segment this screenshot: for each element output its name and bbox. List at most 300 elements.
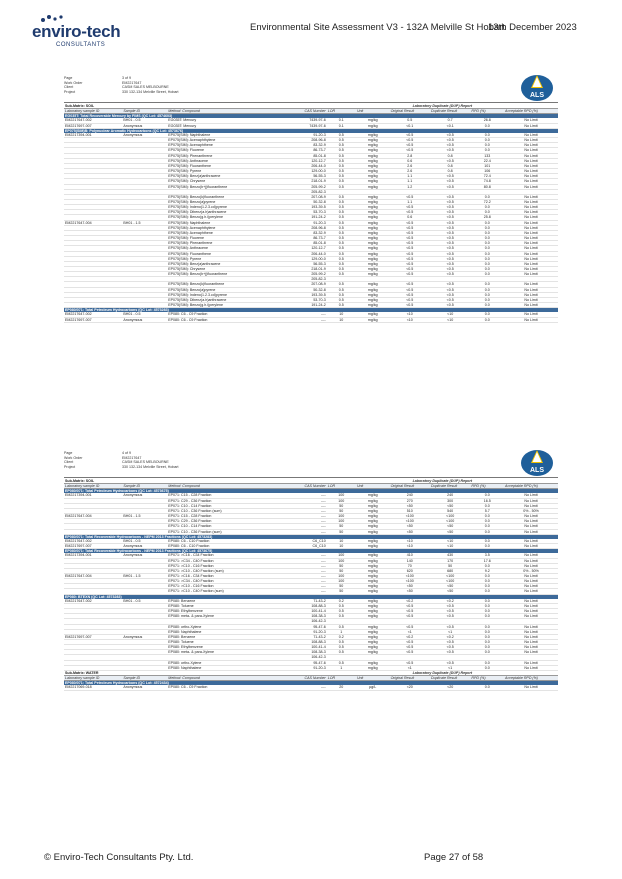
logo-subtext: CONSULTANTS <box>56 42 106 48</box>
table-cell: EP075(SIM): Benzo(a)pyrene <box>167 199 288 204</box>
table-cell: 0.0 <box>470 624 504 629</box>
column-header: Acceptable RPD (%) <box>504 109 558 114</box>
table-cell: 0.5 <box>327 220 356 225</box>
table-cell: 0.8 <box>430 153 470 158</box>
table-cell: EP075(SIM): Dibenz(a.h)anthracene <box>167 210 288 215</box>
table-cell: 0.0 <box>470 317 504 322</box>
column-header: RPD (%) <box>470 109 504 114</box>
table-cell: <50 <box>430 589 470 594</box>
table-cell: 0.5 <box>327 169 356 174</box>
table-cell: No Limit <box>504 614 558 619</box>
table-cell: No Limit <box>504 138 558 143</box>
table-cell: 0.0 <box>470 589 504 594</box>
table-cell: EP075(SIM): Fluoranthene <box>167 251 288 256</box>
table-cell: No Limit <box>504 292 558 297</box>
table-cell: 86-73-7 <box>289 236 327 241</box>
table-cell: No Limit <box>504 539 558 544</box>
table-cell: 0.0 <box>470 524 504 529</box>
table-cell: 16.5 <box>470 498 504 503</box>
table-cell: 170 <box>430 558 470 563</box>
table-cell: 0.0 <box>470 529 504 534</box>
dup-report-label: Laboratory Duplicate (DUP) Report <box>327 104 558 109</box>
table-cell: EM2217394-001 <box>64 493 122 498</box>
table-cell: mg/kg <box>356 205 390 210</box>
table-cell: <0.5 <box>390 640 430 645</box>
table-cell: <0.5 <box>390 297 430 302</box>
table-cell: 106-42-3 <box>289 619 327 624</box>
table-cell: <0.5 <box>390 261 430 266</box>
table-cell: No Limit <box>504 282 558 287</box>
table-cell: No Limit <box>504 584 558 589</box>
column-header: Method: Compound <box>167 676 288 681</box>
table-cell: <0.5 <box>430 292 470 297</box>
table-cell: 0.0 <box>470 645 504 650</box>
table-cell: 83-32-9 <box>289 143 327 148</box>
table-cell: mg/kg <box>356 609 390 614</box>
table-cell: <0.5 <box>430 230 470 235</box>
table-cell: <0.5 <box>390 614 430 619</box>
column-header: Acceptable RPD (%) <box>504 676 558 681</box>
table-cell: 80.8 <box>470 184 504 189</box>
table-cell: <10 <box>390 312 430 317</box>
table-cell: EP071: C10 - C14 Fraction <box>167 503 288 508</box>
table-cell: 193-39-5 <box>289 205 327 210</box>
table-cell: No Limit <box>504 573 558 578</box>
table-cell: EP080: C6 - C9 Fraction <box>167 685 288 690</box>
table-cell: 0.0 <box>470 123 504 128</box>
table-cell: ---- <box>289 558 327 563</box>
table-cell: 100 <box>327 498 356 503</box>
table-cell: mg/kg <box>356 519 390 524</box>
table-cell: 0.5 <box>327 163 356 168</box>
table-cell: <100 <box>390 573 430 578</box>
table-cell: <0.5 <box>430 133 470 138</box>
table-cell: <0.2 <box>430 599 470 604</box>
footer-page-number: Page 27 of 58 <box>424 852 484 863</box>
table-cell: 0.0 <box>470 665 504 670</box>
table-cell: <0.5 <box>390 143 430 148</box>
qc-group-title: EP080/071: Total Recoverable Hydrocarbons - NEPM 2013 Fractions (QC Lot: 4573283) <box>64 534 558 539</box>
table-cell: BH01 - 1.5 <box>122 220 167 225</box>
duplicate-report-table <box>64 104 558 323</box>
table-cell: ---- <box>289 529 327 534</box>
table-cell: 71-43-2 <box>289 634 327 639</box>
table-cell: 0.0 <box>470 493 504 498</box>
column-header: Sample ID <box>122 109 167 114</box>
table-cell: No Limit <box>504 133 558 138</box>
column-header: LOR <box>327 676 356 681</box>
table-cell: BH01 - 0.5 <box>122 599 167 604</box>
table-cell: 0.6 <box>390 158 430 163</box>
table-cell: <20 <box>390 685 430 690</box>
table-cell: No Limit <box>504 553 558 558</box>
table-cell: mg/kg <box>356 303 390 308</box>
table-cell: 1.1 <box>390 199 430 204</box>
table-cell: EP071: >C16 - C34 Fraction <box>167 573 288 578</box>
table-cell: 2.8 <box>390 153 430 158</box>
table-cell: EP071: C15 - C28 Fraction <box>167 493 288 498</box>
table-cell: EP080: meta- & para-Xylene <box>167 614 288 619</box>
table-cell: 108-38-3 <box>289 614 327 619</box>
table-cell: 91-20-3 <box>289 133 327 138</box>
table-cell: <10 <box>430 544 470 549</box>
table-cell: <0.5 <box>430 614 470 619</box>
table-cell: mg/kg <box>356 118 390 123</box>
report-meta <box>64 449 558 475</box>
table-cell: 0.5 <box>327 603 356 608</box>
table-cell: Anonymous <box>122 634 167 639</box>
table-cell: Anonymous <box>122 317 167 322</box>
table-cell: 270 <box>390 498 430 503</box>
table-cell: <0.5 <box>390 148 430 153</box>
table-cell: <10 <box>390 539 430 544</box>
column-header: LOR <box>327 484 356 489</box>
company-logo <box>32 14 142 50</box>
table-cell: 208-96-8 <box>289 138 327 143</box>
table-cell: No Limit <box>504 303 558 308</box>
table-cell: mg/kg <box>356 138 390 143</box>
table-cell: No Limit <box>504 503 558 508</box>
table-cell: No Limit <box>504 230 558 235</box>
lab-report-page-4 <box>64 449 558 691</box>
table-cell: No Limit <box>504 199 558 204</box>
column-header: Method: Compound <box>167 484 288 489</box>
table-cell: 0.5 <box>327 133 356 138</box>
table-cell: 205-99-2 <box>289 184 327 189</box>
table-cell: 0.5 <box>327 645 356 650</box>
table-cell: No Limit <box>504 123 558 128</box>
table-cell: 0.0 <box>470 148 504 153</box>
table-cell: EP075(SIM): Indeno(1.2.3.cd)pyrene <box>167 205 288 210</box>
table-cell: 0.0 <box>470 292 504 297</box>
table-cell: EP080: C6 - C9 Fraction <box>167 312 288 317</box>
table-cell: 100 <box>327 558 356 563</box>
table-cell: <100 <box>390 519 430 524</box>
table-cell: No Limit <box>504 215 558 220</box>
table-cell: mg/kg <box>356 153 390 158</box>
table-cell: <0.5 <box>390 609 430 614</box>
table-cell: <1 <box>390 629 430 634</box>
table-cell: 510 <box>390 508 430 513</box>
table-cell: mg/kg <box>356 589 390 594</box>
table-cell: <0.2 <box>390 634 430 639</box>
table-cell: mg/kg <box>356 544 390 549</box>
sub-matrix-label: Sub-Matrix: SOIL <box>64 104 327 109</box>
table-cell: <0.5 <box>390 267 430 272</box>
table-cell: EP071: C15 - C28 Fraction <box>167 514 288 519</box>
table-cell: No Limit <box>504 519 558 524</box>
column-header: LOR <box>327 109 356 114</box>
table-cell: <20 <box>430 685 470 690</box>
table-cell: 140 <box>390 558 430 563</box>
column-header: Unit <box>356 484 390 489</box>
table-cell: EM2217697-007 <box>64 634 122 639</box>
column-header: CAS Number <box>289 676 327 681</box>
table-cell: No Limit <box>504 563 558 568</box>
table-cell: mg/kg <box>356 650 390 655</box>
table-cell: No Limit <box>504 579 558 584</box>
table-cell: 20 <box>327 685 356 690</box>
table-cell: mg/kg <box>356 660 390 665</box>
table-cell: mg/kg <box>356 267 390 272</box>
table-cell: 100 <box>327 514 356 519</box>
table-cell: EP080: Naphthalene <box>167 665 288 670</box>
table-cell: mg/kg <box>356 573 390 578</box>
table-cell: ---- <box>289 508 327 513</box>
table-cell: No Limit <box>504 650 558 655</box>
table-cell: EP071: C10 - C36 Fraction (sum) <box>167 508 288 513</box>
table-cell: 0.0 <box>470 287 504 292</box>
table-cell: mg/kg <box>356 210 390 215</box>
table-cell: EP080: Toluene <box>167 603 288 608</box>
table-cell: Anonymous <box>122 685 167 690</box>
table-cell: 0.0 <box>470 312 504 317</box>
meta-label: Client <box>64 460 74 465</box>
table-cell: 218-01-9 <box>289 179 327 184</box>
table-cell: 680 <box>430 568 470 573</box>
table-cell: mg/kg <box>356 241 390 246</box>
table-cell: <0.5 <box>430 194 470 199</box>
table-cell: 50 <box>327 508 356 513</box>
table-cell: mg/kg <box>356 220 390 225</box>
table-cell: BH01 - 0.5 <box>122 539 167 544</box>
table-cell: 0.0 <box>470 579 504 584</box>
table-cell: <0.5 <box>390 194 430 199</box>
table-cell: ---- <box>289 312 327 317</box>
table-cell: mg/kg <box>356 133 390 138</box>
table-cell: mg/kg <box>356 194 390 199</box>
divider <box>64 102 558 103</box>
table-cell: 10 <box>327 317 356 322</box>
table-cell: 0.5 <box>327 650 356 655</box>
table-cell: No Limit <box>504 256 558 261</box>
table-cell: No Limit <box>504 498 558 503</box>
table-cell: <0.5 <box>430 158 470 163</box>
table-cell: mg/kg <box>356 246 390 251</box>
table-cell: 74.8 <box>470 179 504 184</box>
table-cell: mg/kg <box>356 251 390 256</box>
table-cell: No Limit <box>504 148 558 153</box>
table-cell: 5.7 <box>470 508 504 513</box>
table-cell: EP071: >C10 - C40 Fraction (sum) <box>167 568 288 573</box>
table-cell: <0.5 <box>430 282 470 287</box>
table-cell: <0.5 <box>390 282 430 287</box>
table-cell: <0.5 <box>430 236 470 241</box>
column-header: Original Result <box>390 109 430 114</box>
table-cell: <0.5 <box>430 215 470 220</box>
table-cell: mg/kg <box>356 236 390 241</box>
table-cell: <0.5 <box>430 246 470 251</box>
table-cell: 95-47-6 <box>289 624 327 629</box>
column-header: Unit <box>356 676 390 681</box>
table-cell: 0.5 <box>327 199 356 204</box>
table-cell: EP075(SIM): Phenanthrene <box>167 153 288 158</box>
table-cell: ---- <box>289 493 327 498</box>
table-cell: mg/kg <box>356 568 390 573</box>
table-cell: EP075(SIM): Benzo(b+j)fluoranthene <box>167 184 288 189</box>
table-cell: <50 <box>390 529 430 534</box>
table-cell: mg/kg <box>356 312 390 317</box>
table-cell: <0.5 <box>390 251 430 256</box>
table-cell: EP075(SIM): Indeno(1.2.3.cd)pyrene <box>167 292 288 297</box>
table-cell: No Limit <box>504 194 558 199</box>
table-cell: EP080: Naphthalene <box>167 629 288 634</box>
table-cell: No Limit <box>504 624 558 629</box>
table-cell: 1.1 <box>390 174 430 179</box>
table-cell: No Limit <box>504 225 558 230</box>
table-cell: ---- <box>289 589 327 594</box>
table-cell: 0.5 <box>327 609 356 614</box>
document-date: 13th December 2023 <box>488 22 577 33</box>
table-cell: EG035T: Mercury <box>167 123 288 128</box>
table-cell: 0.5 <box>327 297 356 302</box>
table-cell: 129-00-0 <box>289 169 327 174</box>
table-cell: EP071: >C16 - C34 Fraction <box>167 553 288 558</box>
table-cell: mg/kg <box>356 230 390 235</box>
table-cell: 0.5 <box>327 272 356 277</box>
meta-value: EM2217647 <box>122 80 142 85</box>
table-cell: Anonymous <box>122 123 167 128</box>
table-cell: mg/kg <box>356 143 390 148</box>
sub-matrix-label: Sub-Matrix: WATER <box>64 670 327 675</box>
table-cell: 0.5 <box>327 205 356 210</box>
table-cell: No Limit <box>504 210 558 215</box>
table-cell: 0.0 <box>470 614 504 619</box>
table-cell: <10 <box>430 312 470 317</box>
table-cell: 0.0 <box>470 660 504 665</box>
als-logo-icon <box>520 72 554 102</box>
table-cell: EM2217697-007 <box>64 317 122 322</box>
table-cell: No Limit <box>504 609 558 614</box>
table-cell: 205-82-3 <box>289 277 327 282</box>
table-cell: 0.5 <box>327 215 356 220</box>
table-cell: EM2217394-001 <box>64 553 122 558</box>
table-cell: 56-55-3 <box>289 261 327 266</box>
table-cell: mg/kg <box>356 584 390 589</box>
table-cell: ---- <box>289 503 327 508</box>
table-cell: <10 <box>390 317 430 322</box>
meta-label: Work Order <box>64 455 83 460</box>
table-cell: mg/kg <box>356 317 390 322</box>
table-cell: <100 <box>430 573 470 578</box>
table-cell: 10 <box>327 539 356 544</box>
table-cell: <0.5 <box>430 251 470 256</box>
table-cell: No Limit <box>504 158 558 163</box>
table-cell: EP075(SIM): Acenaphthene <box>167 230 288 235</box>
table-cell: <0.5 <box>430 287 470 292</box>
table-cell: 100 <box>327 519 356 524</box>
table-cell: 10 <box>327 312 356 317</box>
table-cell: EM2217394-001 <box>64 133 122 138</box>
table-cell: 0.0 <box>470 640 504 645</box>
table-cell: No Limit <box>504 558 558 563</box>
table-cell: 0.0 <box>470 573 504 578</box>
table-cell: <0.5 <box>430 640 470 645</box>
table-cell: 120-12-7 <box>289 158 327 163</box>
table-cell: <0.5 <box>430 297 470 302</box>
table-cell: No Limit <box>504 629 558 634</box>
table-cell: 72.4 <box>470 174 504 179</box>
table-cell: No Limit <box>504 174 558 179</box>
table-cell: <10 <box>430 539 470 544</box>
table-cell: 95-47-6 <box>289 660 327 665</box>
table-cell: <0.1 <box>390 123 430 128</box>
table-cell: 50-32-8 <box>289 287 327 292</box>
table-cell: <0.5 <box>430 210 470 215</box>
table-cell: 1 <box>327 629 356 634</box>
table-cell: No Limit <box>504 514 558 519</box>
meta-value: CASM SALES MELBOURNE <box>122 85 169 90</box>
table-cell: No Limit <box>504 261 558 266</box>
table-cell: EP080: Toluene <box>167 640 288 645</box>
table-cell: <0.5 <box>430 272 470 277</box>
table-cell: 22.4 <box>470 158 504 163</box>
table-cell: mg/kg <box>356 225 390 230</box>
table-cell: ---- <box>289 553 327 558</box>
column-header: Duplicate Result <box>430 484 470 489</box>
table-cell: EM2217647-004 <box>64 220 122 225</box>
table-cell: 100-41-4 <box>289 645 327 650</box>
table-cell: 91-20-3 <box>289 665 327 670</box>
table-cell: mg/kg <box>356 599 390 604</box>
table-cell: ---- <box>289 568 327 573</box>
table-cell: 106 <box>470 169 504 174</box>
table-cell: <0.5 <box>390 650 430 655</box>
table-cell: 0.0 <box>470 251 504 256</box>
table-cell: 100 <box>327 573 356 578</box>
table-cell: mg/kg <box>356 123 390 128</box>
table-cell: 0.5 <box>327 241 356 246</box>
table-cell: EG035T: Mercury <box>167 118 288 123</box>
table-cell: 100-41-4 <box>289 609 327 614</box>
table-cell: EP071: >C10 - C16 Fraction <box>167 584 288 589</box>
table-cell: 0.0 <box>470 194 504 199</box>
table-cell: 106-42-3 <box>289 655 327 660</box>
logo-text: enviro-tech <box>32 22 121 41</box>
table-cell: 0.0 <box>470 563 504 568</box>
table-cell: <0.5 <box>390 645 430 650</box>
table-cell: EP075(SIM): Acenaphthene <box>167 143 288 148</box>
table-cell: 207-08-9 <box>289 282 327 287</box>
table-row <box>64 118 558 123</box>
table-cell: No Limit <box>504 493 558 498</box>
meta-value: CASM SALES MELBOURNE <box>122 460 169 465</box>
table-cell: mg/kg <box>356 563 390 568</box>
table-cell: <0.5 <box>430 205 470 210</box>
table-cell: EP075(SIM): Acenaphthylene <box>167 138 288 143</box>
table-cell: 0.6 <box>390 215 430 220</box>
table-cell: No Limit <box>504 317 558 322</box>
table-cell: 191-24-2 <box>289 215 327 220</box>
table-cell: 2.6 <box>390 169 430 174</box>
table-cell: 0.5 <box>327 292 356 297</box>
table-cell: <50 <box>430 503 470 508</box>
table-cell: EP080: ortho-Xylene <box>167 624 288 629</box>
table-cell: ---- <box>289 579 327 584</box>
table-cell: 120-12-7 <box>289 246 327 251</box>
table-cell: mg/kg <box>356 553 390 558</box>
table-cell: 0.5 <box>327 184 356 189</box>
table-cell: 240 <box>430 493 470 498</box>
table-cell: 0.7 <box>430 118 470 123</box>
table-cell: 100 <box>327 493 356 498</box>
table-cell: No Limit <box>504 179 558 184</box>
column-header: Sample ID <box>122 484 167 489</box>
table-cell: 1.1 <box>390 179 430 184</box>
table-cell: <0.5 <box>430 267 470 272</box>
table-cell: 0.1 <box>327 118 356 123</box>
column-header: CAS Number <box>289 109 327 114</box>
